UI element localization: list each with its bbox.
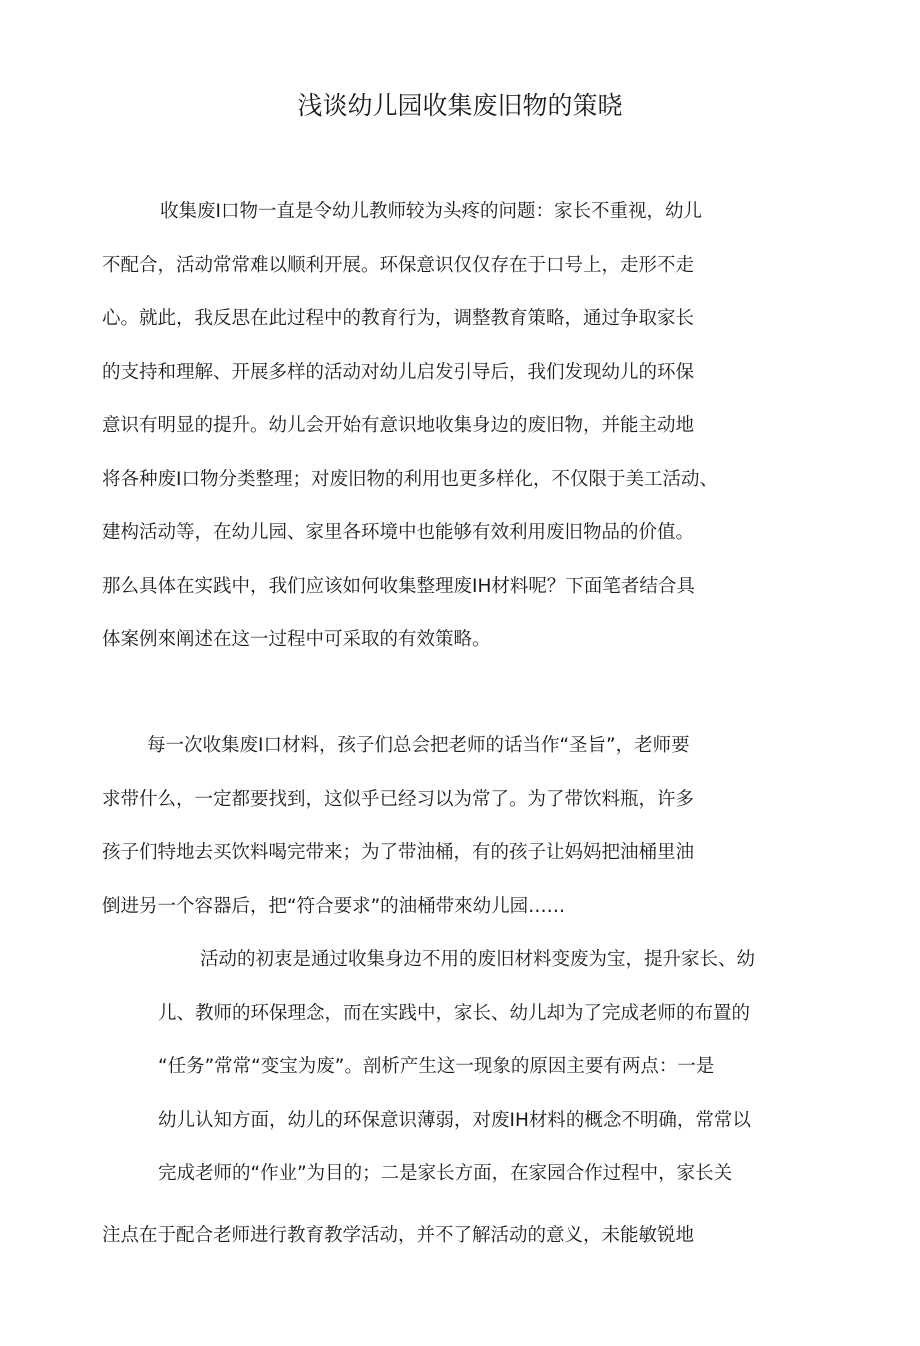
paragraph-1-line-9: 体案例來阐述在这一过程中可采取的有效策略。 [102, 629, 491, 650]
document-title: 浅谈幼儿园收集废旧物的策晓 [297, 91, 623, 120]
paragraph-3-line-2: 儿、教师的环保理念，而在实践中，家长、幼儿却为了完成老师的布置的 [158, 1003, 751, 1024]
paragraph-3-line-1: 活动的初衷是通过收集身边不用的废旧材料变废为宝，提升家长、幼 [200, 949, 756, 970]
paragraph-1-line-5: 意识有明显的提升。幼儿会开始有意识地收集身边的废旧物，并能主动地 [102, 415, 695, 436]
paragraph-3-line-6: 注点在于配合老师进行教育教学活动，并不了解活动的意义，未能敏锐地 [102, 1225, 695, 1246]
paragraph-2-line-2: 求带什么，一定都要找到，这似乎已经习以为常了。为了带饮料瓶，许多 [102, 789, 695, 810]
paragraph-1-line-2: 不配合，活动常常难以顺利开展。环保意识仅仅存在于口号上，走形不走 [102, 255, 695, 276]
paragraph-2-line-4: 倒进另一个容器后，把“符合要求”的油桶带來幼儿园…… [102, 896, 566, 917]
paragraph-2-line-3: 孩子们特地去买饮料喝完带来；为了带油桶，有的孩子让妈妈把油桶里油 [102, 842, 695, 863]
paragraph-3-line-5: 完成老师的“作业”为目的；二是家长方面，在家园合作过程中，家长关 [158, 1163, 733, 1184]
paragraph-3-line-4: 幼儿认知方面，幼儿的环保意识薄弱，对废IH材料的概念不明确，常常以 [158, 1110, 751, 1131]
paragraph-3-line-3: “任务”常常“变宝为废”。剖析产生这一现象的原因主要有两点：一是 [158, 1056, 715, 1077]
paragraph-1-line-1: 收集废I口物一直是令幼儿教师较为头疼的问题：家长不重视，幼儿 [160, 201, 702, 222]
paragraph-1-line-8: 那么具体在实践中，我们应该如何收集整理废IH材料呢？下面笔者结合具 [102, 576, 695, 597]
paragraph-1-line-3: 心。就此，我反思在此过程中的教育行为，调整教育策略，通过争取家长 [102, 308, 695, 329]
paragraph-1-line-6: 将各种废I口物分类整理；对废旧物的利用也更多样化，不仅限于美工活动、 [102, 469, 718, 490]
paragraph-1-line-7: 建构活动等，在幼儿园、家里各环境中也能够有效利用废旧物品的价值。 [102, 522, 695, 543]
paragraph-2-line-1: 每一次收集废I口材料，孩子们总会把老师的话当作“圣旨”，老师要 [147, 735, 690, 756]
paragraph-1-line-4: 的支持和理解、开展多样的活动对幼儿启发引导后，我们发现幼儿的环保 [102, 362, 695, 383]
